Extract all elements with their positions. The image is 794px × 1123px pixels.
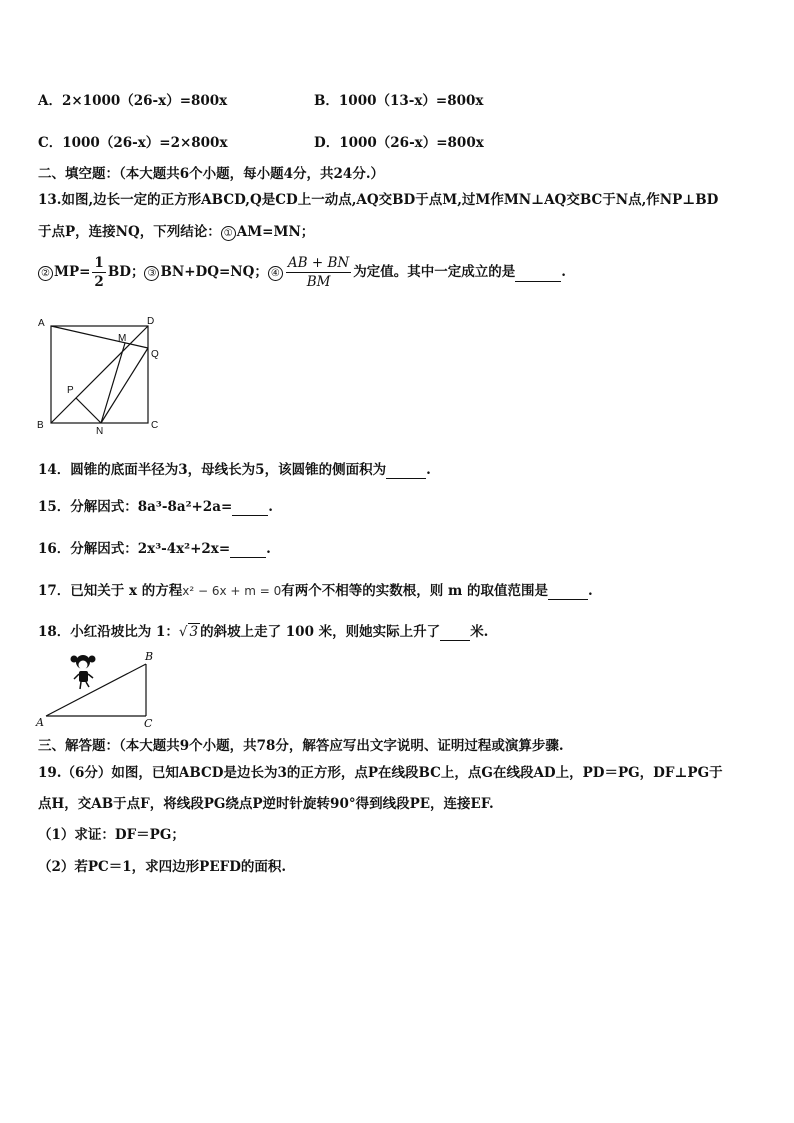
half-denominator: 2 <box>94 274 104 290</box>
q16-end: . <box>266 541 271 557</box>
label-a: A <box>36 716 44 728</box>
answer-blank <box>515 263 561 282</box>
q13-conclusion-3: BN+DQ=NQ； <box>160 264 268 280</box>
q19-part1: （1）求证：DF＝PG； <box>38 827 185 843</box>
segment-nq <box>101 348 148 423</box>
q15-end: . <box>268 499 273 515</box>
q13-mp: MP= <box>54 264 91 280</box>
q18-text-b: 的斜坡上走了 100 米，则她实际上升了 <box>200 624 441 640</box>
q18: 18．小红沿坡比为 1：√ 3 的斜坡上走了 100 米，则她实际上升了 米. <box>38 624 489 640</box>
circle-4-icon: ④ <box>268 266 283 281</box>
q19-line2: 点H，交AB于点F，将线段PG绕点P逆时针旋转90°得到线段PE，连接EF. <box>38 796 494 812</box>
q13-line3 <box>38 254 566 291</box>
diagonal-bd <box>51 326 148 423</box>
answer-blank <box>386 462 426 479</box>
girl-icon <box>71 655 96 689</box>
q15-text: 15．分解因式：8a³-8a²+2a= <box>38 499 233 515</box>
answer-blank <box>230 541 266 558</box>
q19-line1: 19.（6分）如图，已知ABCD是边长为3的正方形，点P在线段BC上，点G在线段AD上，PD＝PG，DF⊥PG于 <box>38 765 723 781</box>
q13-line2 <box>38 220 314 241</box>
q16 <box>38 537 271 558</box>
circle-1-icon: ① <box>221 226 236 241</box>
circle-2-icon: ② <box>38 266 53 281</box>
option-b: B．1000（13-x）=800x <box>314 93 484 109</box>
slope-ab <box>46 664 146 716</box>
q13-period: . <box>561 264 566 280</box>
segment-np <box>76 398 101 423</box>
half-numerator: 1 <box>94 255 104 271</box>
option-c: C．1000（26-x）=2×800x <box>38 135 228 151</box>
q14-end: . <box>426 462 431 478</box>
q18-sqrt: 3 <box>189 624 199 640</box>
answer-blank <box>548 583 588 600</box>
q18-text-a: 18．小红沿坡比为 1： <box>38 624 179 640</box>
circle-3-icon: ③ <box>144 266 159 281</box>
answer-blank <box>232 499 268 516</box>
q13-line1: 13.如图,边长一定的正方形ABCD,Q是CD上一动点,AQ交BD于点M,过M作MN⊥AQ交BC于N点,作NP⊥BD <box>38 192 719 208</box>
q18-text-c: 米. <box>470 624 489 640</box>
label-d: D <box>147 316 155 327</box>
option-a: A．2×1000（26-x）=800x <box>38 93 228 109</box>
q15 <box>38 495 273 516</box>
q17-end: . <box>587 583 593 599</box>
label-b: B <box>145 650 154 663</box>
section-2-title: 二、填空题：（本大题共6个小题，每小题4分，共24分.） <box>38 166 385 182</box>
q17 <box>38 579 593 600</box>
label-c: C <box>151 420 159 431</box>
option-d: D．1000（26-x）=800x <box>314 135 484 151</box>
half-fraction <box>92 254 105 291</box>
label-m: M <box>118 333 127 344</box>
q14-text: 14．圆锥的底面半径为3，母线长为5，该圆锥的侧面积为 <box>38 462 387 478</box>
fraction-denominator: BM <box>306 274 331 290</box>
q17-text-a: 17．已知关于 x 的方程 <box>38 583 183 599</box>
fraction-numerator: AB + BN <box>287 255 350 271</box>
answer-blank <box>440 624 470 641</box>
q19-part2: （2）若PC＝1，求四边形PEFD的面积. <box>38 859 287 875</box>
segment-mn <box>101 343 125 423</box>
label-n: N <box>96 426 104 437</box>
label-c: C <box>144 717 153 728</box>
label-b: B <box>37 420 44 431</box>
q16-text: 16．分解因式：2x³-4x²+2x= <box>38 541 231 557</box>
square-figure <box>30 312 170 437</box>
q13-line2-text: 于点P，连接NQ，下列结论： <box>38 224 221 240</box>
label-q: Q <box>151 349 159 360</box>
slope-figure <box>34 646 164 728</box>
section-3-title: 三、解答题：（本大题共9个小题，共78分，解答应写出文字说明、证明过程或演算步骤. <box>38 738 564 754</box>
q13-ending: 为定值。其中一定成立的是 <box>353 264 516 280</box>
q17-equation: x² − 6x + m = 0 <box>182 584 282 598</box>
q13-bd: BD； <box>107 264 145 280</box>
label-p: P <box>67 385 74 396</box>
ab-bn-fraction <box>286 254 351 291</box>
q13-conclusion-1: AM=MN； <box>236 224 315 240</box>
q14 <box>38 458 431 479</box>
q17-text-b: 有两个不相等的实数根，则 m 的取值范围是 <box>281 583 548 599</box>
label-a: A <box>38 318 45 329</box>
segment-aq <box>51 326 148 348</box>
